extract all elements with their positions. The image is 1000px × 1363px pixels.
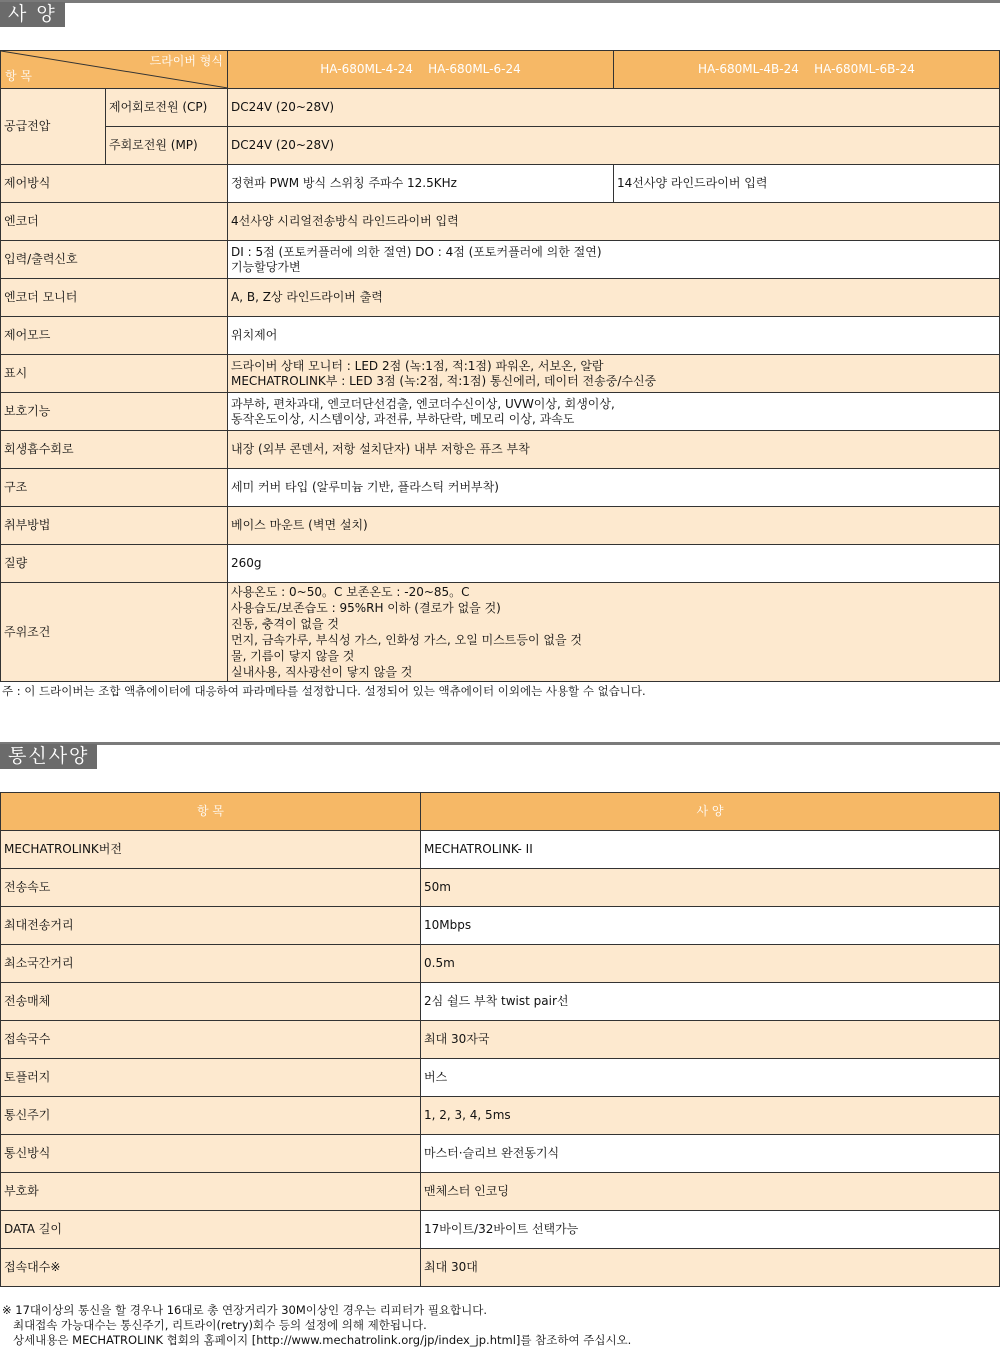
row-line: 동작온도이상, 시스템이상, 과전류, 부하단락, 메모리 이상, 과속도: [231, 411, 575, 426]
row-value: 17바이트/32바이트 선택가능: [421, 1211, 1000, 1249]
row-value: 베이스 마운트 (벽면 설치): [228, 507, 1000, 545]
row-value: MECHATROLINK- II: [421, 831, 1000, 869]
row-value: [228, 583, 1000, 682]
row-line: MECHATROLINK부 : LED 3점 (녹:2점, 적:1점) 통신에러, 데이터 전송중/수신중: [231, 373, 657, 388]
row-label: 주위조건: [1, 583, 228, 682]
row-label: 제어모드: [1, 317, 228, 355]
row-line: 사용온도 : 0~50。C 보존온도 : -20~85。C: [231, 585, 470, 599]
item-header: 항 목: [1, 793, 421, 831]
power-label: 공급전압: [1, 89, 106, 165]
row-line: 먼지, 금속가루, 부식성 가스, 인화성 가스, 오일 미스트등이 없을 것: [231, 633, 582, 647]
cp-value: DC24V (20~28V): [228, 89, 1000, 127]
row-label: 제어방식: [1, 165, 228, 203]
row-label: 최소국간거리: [1, 945, 421, 983]
mp-label: 주회로전원 (MP): [106, 127, 228, 165]
row-value: 위치제어: [228, 317, 1000, 355]
model-col-2: HA-680ML-4B-24 HA-680ML-6B-24: [614, 51, 1000, 89]
row-label: 표시: [1, 355, 228, 393]
row-label: 접속국수: [1, 1021, 421, 1059]
row-label: 통신주기: [1, 1097, 421, 1135]
row-value: 정현파 PWM 방식 스위칭 주파수 12.5KHz: [228, 165, 614, 203]
row-value: 50m: [421, 869, 1000, 907]
row-value: [228, 355, 1000, 393]
row-label: 엔코더 모니터: [1, 279, 228, 317]
row-line: DI : 5점 (포토커플러에 의한 절연) DO : 4점 (포토커플러에 의한 절연): [231, 244, 602, 259]
row-label: 최대전송거리: [1, 907, 421, 945]
row-value: A, B, Z상 라인드라이버 출력: [228, 279, 1000, 317]
row-label: 회생흡수회로: [1, 431, 228, 469]
spec-table: [0, 50, 1000, 682]
row-value: [228, 241, 1000, 279]
mp-value: DC24V (20~28V): [228, 127, 1000, 165]
row-label: 전송매체: [1, 983, 421, 1021]
model-col-1: HA-680ML-4-24 HA-680ML-6-24: [228, 51, 614, 89]
comm-notes: [2, 1288, 631, 1363]
row-label: 전송속도: [1, 869, 421, 907]
row-label: 접속대수※: [1, 1249, 421, 1287]
row-value: 최대 30대: [421, 1249, 1000, 1287]
row-label: 입력/출력신호: [1, 241, 228, 279]
row-line: 과부하, 편차과대, 엔코더단선검출, 엔코더수신이상, UVW이상, 회생이상,: [231, 396, 615, 411]
row-value: 내장 (외부 콘덴서, 저항 설치단자) 내부 저항은 퓨즈 부착: [228, 431, 1000, 469]
row-value: 2심 쉴드 부착 twist pair선: [421, 983, 1000, 1021]
spec-note: 주 : 이 드라이버는 조합 액츄에이터에 대응하여 파라메타를 설정합니다. 설정되어 있는 액츄에이터 이외에는 사용할 수 없습니다.: [2, 684, 646, 698]
note-line: 상세내용은 MECHATROLINK 협회의 홈페이지 [http://www.mechatrolink.org/jp/index_jp.html]를 참조하여 주십시오.: [2, 1333, 632, 1347]
row-value: 버스: [421, 1059, 1000, 1097]
section-title: 사 양: [0, 2, 65, 27]
row-label: 통신방식: [1, 1135, 421, 1173]
row-value: [228, 393, 1000, 431]
note-line: ※ 17대이상의 통신을 할 경우나 16대로 총 연장거리가 30M이상인 경우는 리피터가 필요합니다.: [2, 1303, 488, 1317]
row-value-2: 14선사양 라인드라이버 입력: [614, 165, 1000, 203]
row-line: 드라이버 상태 모니터 : LED 2점 (녹:1점, 적:1점) 파워온, 서보온, 알람: [231, 358, 604, 373]
item-label: 항 목: [5, 69, 32, 83]
row-value: 260g: [228, 545, 1000, 583]
row-value: 맨체스터 인코딩: [421, 1173, 1000, 1211]
header-corner: [1, 51, 228, 89]
row-label: MECHATROLINK버전: [1, 831, 421, 869]
spec-header: 사 양: [421, 793, 1000, 831]
section-rule: [0, 742, 1000, 745]
row-label: 보호기능: [1, 393, 228, 431]
driver-type-label: 드라이버 형식: [149, 54, 223, 68]
row-value: 4선사양 시리얼전송방식 라인드라이버 입력: [228, 203, 1000, 241]
row-value: 1, 2, 3, 4, 5ms: [421, 1097, 1000, 1135]
note-line: 최대접속 가능대수는 통신주기, 리트라이(retry)회수 등의 설정에 의해 제한됩니다.: [2, 1318, 427, 1332]
row-value: 마스터·슬리브 완전동기식: [421, 1135, 1000, 1173]
row-label: 부호화: [1, 1173, 421, 1211]
row-value: 세미 커버 타입 (알루미늄 기반, 플라스틱 커버부착): [228, 469, 1000, 507]
row-label: 엔코더: [1, 203, 228, 241]
row-label: 토플러지: [1, 1059, 421, 1097]
row-label: 질량: [1, 545, 228, 583]
row-line: 진동, 충격이 없을 것: [231, 617, 339, 631]
row-value: 10Mbps: [421, 907, 1000, 945]
comm-table: [0, 792, 1000, 1287]
section-rule: [0, 0, 1000, 3]
row-line: 물, 기름이 닿지 않을 것: [231, 649, 355, 663]
row-label: 취부방법: [1, 507, 228, 545]
row-value: 최대 30자국: [421, 1021, 1000, 1059]
section-title: 통신사양: [0, 744, 97, 769]
row-value: 0.5m: [421, 945, 1000, 983]
cp-label: 제어회로전원 (CP): [106, 89, 228, 127]
row-line: 실내사용, 직사광선이 닿지 않을 것: [231, 665, 413, 679]
row-line: 기능할당가변: [231, 259, 301, 274]
row-line: 사용습도/보존습도 : 95%RH 이하 (결로가 없을 것): [231, 601, 501, 615]
row-label: DATA 길이: [1, 1211, 421, 1249]
row-label: 구조: [1, 469, 228, 507]
